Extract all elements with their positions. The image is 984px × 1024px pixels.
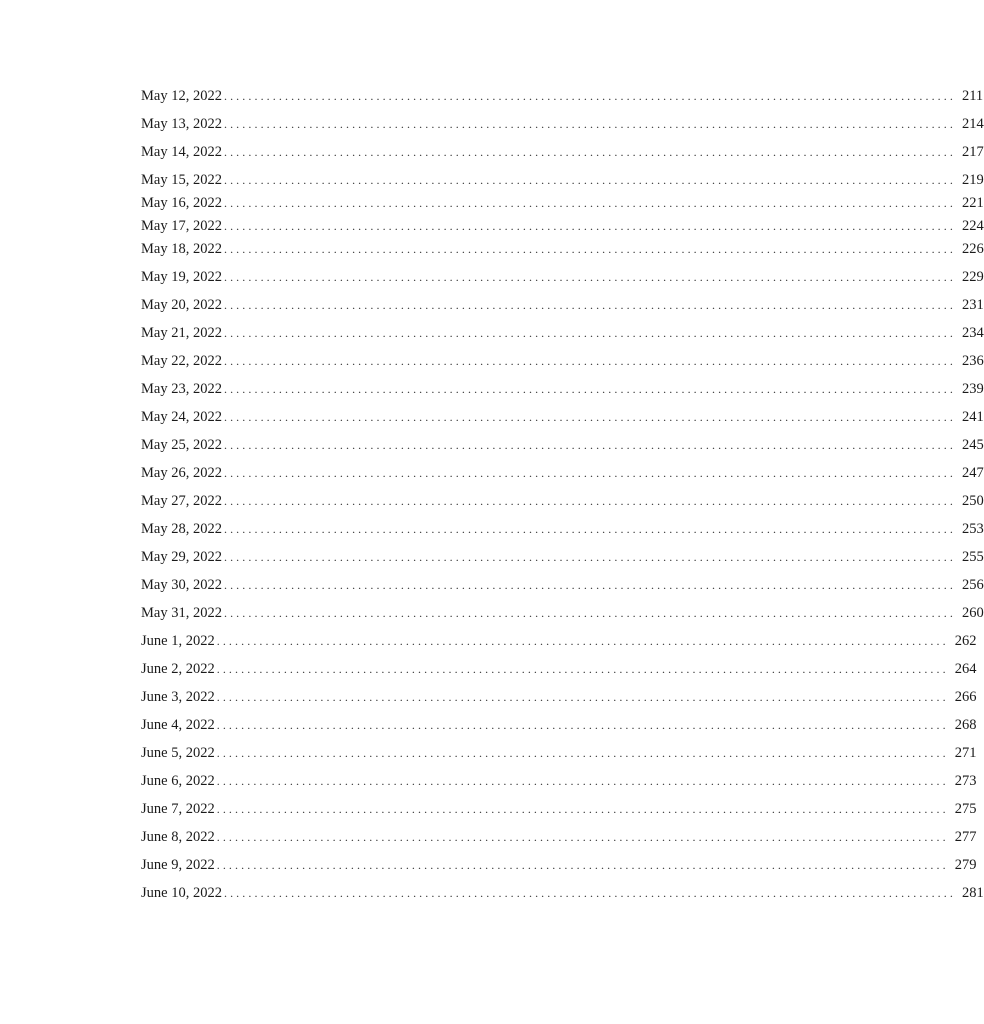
dot-leader: ........................................................................................................................	[223, 438, 956, 452]
toc-entry-date: May 15, 2022	[141, 168, 224, 192]
toc-entry[interactable]	[141, 573, 984, 597]
toc-entry-date: May 18, 2022	[141, 237, 224, 261]
toc-entry-page: 275	[949, 797, 977, 821]
toc-entry[interactable]	[141, 191, 984, 215]
dot-leader: ........................................................................................................................	[223, 219, 956, 233]
toc-entry-page: 245	[956, 433, 984, 457]
toc-entry-date: May 12, 2022	[141, 84, 224, 108]
dot-leader: ........................................................................................................................	[223, 270, 956, 284]
toc-entry-page: 279	[949, 853, 977, 877]
dot-leader: ........................................................................................................................	[223, 145, 956, 159]
toc-entry[interactable]	[141, 881, 984, 905]
toc-entry-date: June 6, 2022	[141, 769, 217, 793]
toc-entry-page: 266	[949, 685, 977, 709]
dot-leader: ........................................................................................................................	[216, 634, 949, 648]
toc-entry-date: June 8, 2022	[141, 825, 217, 849]
toc-entry-page: 224	[956, 214, 984, 238]
dot-leader: ........................................................................................................................	[223, 89, 956, 103]
toc-entry-page: 226	[956, 237, 984, 261]
toc-entry-date: May 19, 2022	[141, 265, 224, 289]
dot-leader: ........................................................................................................................	[216, 690, 949, 704]
toc-entry[interactable]	[141, 84, 984, 108]
toc-entry-date: May 17, 2022	[141, 214, 224, 238]
dot-leader: ........................................................................................................................	[223, 382, 956, 396]
dot-leader: ........................................................................................................................	[223, 886, 956, 900]
toc-entry-page: 247	[956, 461, 984, 485]
toc-entry-date: June 4, 2022	[141, 713, 217, 737]
toc-entry-date: May 28, 2022	[141, 517, 224, 541]
dot-leader: ........................................................................................................................	[223, 242, 956, 256]
toc-entry[interactable]	[141, 825, 977, 849]
dot-leader: ........................................................................................................................	[216, 718, 949, 732]
toc-entry[interactable]	[141, 713, 977, 737]
toc-entry[interactable]	[141, 489, 984, 513]
toc-entry[interactable]	[141, 377, 984, 401]
toc-entry-page: 256	[956, 573, 984, 597]
toc-entry[interactable]	[141, 797, 977, 821]
toc-entry-page: 219	[956, 168, 984, 192]
toc-entry[interactable]	[141, 321, 984, 345]
toc-entry[interactable]	[141, 657, 977, 681]
table-of-contents	[141, 84, 984, 905]
toc-entry-date: May 31, 2022	[141, 601, 224, 625]
toc-entry-page: 264	[949, 657, 977, 681]
toc-entry-date: May 23, 2022	[141, 377, 224, 401]
toc-entry-page: 229	[956, 265, 984, 289]
toc-entry-page: 241	[956, 405, 984, 429]
dot-leader: ........................................................................................................................	[216, 858, 949, 872]
toc-entry-date: May 24, 2022	[141, 405, 224, 429]
toc-entry-date: May 13, 2022	[141, 112, 224, 136]
toc-entry-date: June 7, 2022	[141, 797, 217, 821]
toc-entry-page: 253	[956, 517, 984, 541]
toc-entry-date: June 9, 2022	[141, 853, 217, 877]
toc-entry[interactable]	[141, 112, 984, 136]
dot-leader: ........................................................................................................................	[223, 550, 956, 564]
toc-entry-page: 239	[956, 377, 984, 401]
dot-leader: ........................................................................................................................	[223, 354, 956, 368]
toc-entry[interactable]	[141, 601, 984, 625]
toc-entry-page: 236	[956, 349, 984, 373]
toc-entry-date: May 20, 2022	[141, 293, 224, 317]
toc-entry[interactable]	[141, 685, 977, 709]
toc-entry[interactable]	[141, 140, 984, 164]
toc-entry[interactable]	[141, 741, 977, 765]
toc-entry[interactable]	[141, 517, 984, 541]
toc-entry[interactable]	[141, 853, 977, 877]
toc-entry-date: May 25, 2022	[141, 433, 224, 457]
dot-leader: ........................................................................................................................	[216, 662, 949, 676]
toc-entry-page: 268	[949, 713, 977, 737]
dot-leader: ........................................................................................................................	[216, 746, 949, 760]
toc-entry-page: 234	[956, 321, 984, 345]
dot-leader: ........................................................................................................................	[223, 466, 956, 480]
toc-entry-page: 277	[949, 825, 977, 849]
dot-leader: ........................................................................................................................	[216, 774, 949, 788]
toc-entry[interactable]	[141, 769, 977, 793]
toc-entry-date: June 3, 2022	[141, 685, 217, 709]
toc-entry[interactable]	[141, 461, 984, 485]
toc-entry[interactable]	[141, 293, 984, 317]
toc-entry-date: May 27, 2022	[141, 489, 224, 513]
dot-leader: ........................................................................................................................	[223, 326, 956, 340]
toc-entry[interactable]	[141, 214, 984, 238]
toc-entry[interactable]	[141, 168, 984, 192]
toc-entry-date: May 22, 2022	[141, 349, 224, 373]
toc-entry-date: May 26, 2022	[141, 461, 224, 485]
toc-entry-page: 281	[956, 881, 984, 905]
toc-entry[interactable]	[141, 405, 984, 429]
toc-entry-page: 262	[949, 629, 977, 653]
toc-entry[interactable]	[141, 349, 984, 373]
dot-leader: ........................................................................................................................	[216, 802, 949, 816]
toc-entry[interactable]	[141, 433, 984, 457]
dot-leader: ........................................................................................................................	[223, 606, 956, 620]
dot-leader: ........................................................................................................................	[223, 494, 956, 508]
toc-entry[interactable]	[141, 545, 984, 569]
toc-entry-page: 260	[956, 601, 984, 625]
toc-entry-date: June 10, 2022	[141, 881, 224, 905]
dot-leader: ........................................................................................................................	[223, 196, 956, 210]
toc-entry-date: June 2, 2022	[141, 657, 217, 681]
dot-leader: ........................................................................................................................	[223, 578, 956, 592]
toc-entry-date: May 29, 2022	[141, 545, 224, 569]
toc-entry-page: 231	[956, 293, 984, 317]
dot-leader: ........................................................................................................................	[223, 298, 956, 312]
toc-entry-page: 271	[949, 741, 977, 765]
toc-entry-date: May 14, 2022	[141, 140, 224, 164]
toc-entry-date: May 16, 2022	[141, 191, 224, 215]
dot-leader: ........................................................................................................................	[223, 117, 956, 131]
toc-entry-page: 214	[956, 112, 984, 136]
toc-entry-page: 273	[949, 769, 977, 793]
toc-entry[interactable]	[141, 265, 984, 289]
toc-entry-date: May 21, 2022	[141, 321, 224, 345]
toc-entry[interactable]	[141, 629, 977, 653]
toc-entry-date: June 1, 2022	[141, 629, 217, 653]
toc-entry-page: 255	[956, 545, 984, 569]
dot-leader: ........................................................................................................................	[216, 830, 949, 844]
dot-leader: ........................................................................................................................	[223, 173, 956, 187]
toc-entry-page: 211	[956, 84, 983, 108]
toc-entry[interactable]	[141, 237, 984, 261]
toc-entry-page: 221	[956, 191, 984, 215]
toc-entry-page: 250	[956, 489, 984, 513]
toc-entry-date: June 5, 2022	[141, 741, 217, 765]
toc-entry-date: May 30, 2022	[141, 573, 224, 597]
dot-leader: ........................................................................................................................	[223, 410, 956, 424]
dot-leader: ........................................................................................................................	[223, 522, 956, 536]
toc-entry-page: 217	[956, 140, 984, 164]
